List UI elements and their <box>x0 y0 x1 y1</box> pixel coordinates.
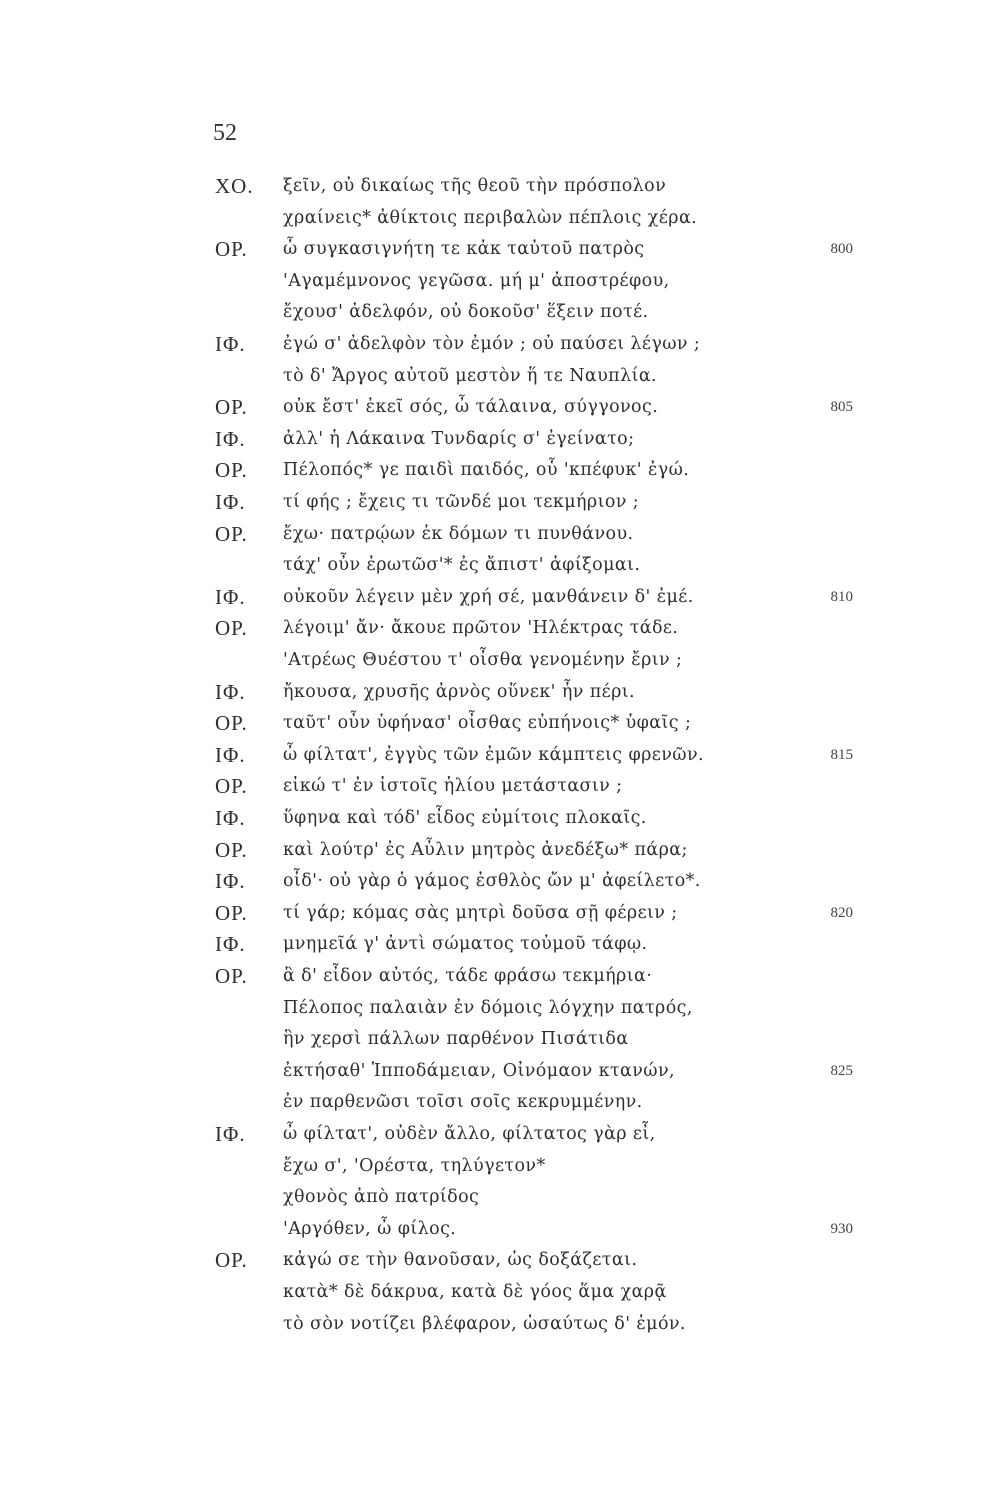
verse-line <box>0 1151 995 1181</box>
verse-line <box>0 866 995 896</box>
verse-text: ἤκουσα, χρυσῆς ἀρνὸς οὕνεκ' ἦν πέρι. <box>283 681 636 702</box>
verse-text: ἐκτήσαθ' Ἱπποδάμειαν, Οἰνόμαον κτανών, <box>283 1060 675 1081</box>
verse-line <box>0 1024 995 1054</box>
verse-text: καὶ λούτρ' ἐς Αὖλιν μητρὸς ἀνεδέξω* πάρα; <box>283 839 688 860</box>
verse-text: τάχ' οὖν ἐρωτῶσ'* ἐς ἄπιστ' ἀφίξομαι. <box>283 555 641 576</box>
verse-text: ἐν παρθενῶσι τοῖσι σοῖς κεκρυμμένην. <box>283 1092 643 1113</box>
speaker-label: ΟΡ. <box>215 711 248 736</box>
verse-line <box>0 297 995 327</box>
speaker-label: ΙΦ. <box>215 332 246 356</box>
verse-line <box>0 1214 995 1244</box>
verse-text: ἣν χερσὶ πάλλων παρθένον Πισάτιδα <box>283 1029 629 1050</box>
verse-line <box>0 550 995 580</box>
verse-text: 'Αγαμέμνονος γεγῶσα. μή μ' ἀποστρέφου, <box>283 270 670 291</box>
verse-text: ταῦτ' οὖν ὑφήνασ' οἶσθας εὐπήνοις* ὑφαῖς ; <box>283 713 692 734</box>
verse-text: εἰκώ τ' ἐν ἱστοῖς ἡλίου μετάστασιν ; <box>283 776 623 797</box>
verse-text: τί γάρ; κόμας σὰς μητρὶ δοῦσα σῇ φέρειν ; <box>283 902 678 923</box>
verse-text: ἐγώ σ' ἀδελφὸν τὸν ἐμόν ; οὐ παύσει λέγων ; <box>283 334 701 354</box>
verse-line <box>0 424 995 454</box>
verse-line <box>0 677 995 707</box>
speaker-label: ΟΡ. <box>215 521 248 546</box>
line-number: 800 <box>830 241 853 258</box>
verse-line <box>0 1182 995 1212</box>
verse-text: οὐκοῦν λέγειν μὲν χρή σέ, μανθάνειν δ' ἐμέ. <box>283 586 694 607</box>
verse-text: κἀγώ σε τὴν θανοῦσαν, ὡς δοξάζεται. <box>283 1250 638 1271</box>
verse-line <box>0 392 995 422</box>
speaker-label: ΟΡ. <box>215 1248 248 1273</box>
verse-text: 'Ατρέως Θυέστου τ' οἶσθα γενομένην ἔριν ; <box>283 650 683 670</box>
verse-text: ἀλλ' ἡ Λάκαινα Τυνδαρίς σ' ἐγείνατο; <box>283 428 635 449</box>
speaker-label: ΟΡ. <box>215 458 248 483</box>
verse-text: ὕφηνα καὶ τόδ' εἶδος εὐμίτοις πλοκαῖς. <box>283 808 647 828</box>
verse-text: λέγοιμ' ἄν· ἄκουε πρῶτον 'Ηλέκτρας τάδε. <box>283 618 679 639</box>
speaker-label: ΙΦ. <box>215 490 246 514</box>
verse-text: ἔχουσ' ἀδελφόν, οὐ δοκοῦσ' ἕξειν ποτέ. <box>283 302 649 323</box>
verse-line <box>0 645 995 675</box>
speaker-label: ΟΡ. <box>215 900 248 925</box>
verse-text: χθονὸς ἀπὸ πατρίδος <box>283 1187 480 1208</box>
verse-line <box>0 519 995 549</box>
verse-line <box>0 203 995 233</box>
speaker-label: ΟΡ. <box>215 964 248 988</box>
verse-text: χραίνεις* ἀθίκτοις περιβαλὼν πέπλοις χέρα. <box>283 207 698 228</box>
speaker-label: ΙΦ. <box>215 1122 246 1146</box>
line-number: 820 <box>830 904 853 921</box>
verse-text: τὸ σὸν νοτίζει βλέφαρον, ὡσαύτως δ' ἐμόν. <box>283 1313 686 1334</box>
line-number: 930 <box>830 1220 853 1237</box>
speaker-label: ΙΦ. <box>215 742 246 767</box>
line-number: 805 <box>830 399 853 416</box>
verse-line <box>0 455 995 485</box>
verse-line <box>0 1277 995 1307</box>
line-number: 815 <box>830 746 853 763</box>
verse-text: τί φής ; ἔχεις τι τῶνδέ μοι τεκμήριον ; <box>283 492 640 512</box>
verse-text: ἃ δ' εἶδον αὐτός, τάδε φράσω τεκμήρια· <box>283 966 653 986</box>
verse-line <box>0 487 995 517</box>
verse-line <box>0 740 995 770</box>
verse-text: Πέλοπός* γε παιδὶ παιδός, οὗ 'κπέφυκ' ἐγώ. <box>283 460 690 481</box>
verse-line <box>0 171 995 201</box>
page-number: 52 <box>213 120 237 146</box>
verse-text: κατὰ* δὲ δάκρυα, κατὰ δὲ γόος ἅμα χαρᾷ <box>283 1282 667 1302</box>
verse-line <box>0 361 995 391</box>
verse-line <box>0 1245 995 1275</box>
speaker-label: ΟΡ. <box>215 616 248 641</box>
verse-text: οὐκ ἔστ' ἐκεῖ σός, ὦ τάλαινα, σύγγονος. <box>283 397 659 418</box>
speaker-label: ΙΦ. <box>215 806 246 830</box>
speaker-label: ΟΡ. <box>215 837 248 862</box>
verse-line <box>0 582 995 612</box>
verse-text: Πέλοπος παλαιὰν ἐν δόμοις λόγχην πατρός, <box>283 997 693 1018</box>
speaker-label: ΟΡ. <box>215 774 248 799</box>
speaker-label: ΙΦ. <box>215 426 246 451</box>
verse-text: ξεῖν, οὐ δικαίως τῆς θεοῦ τὴν πρόσπολον <box>283 176 667 196</box>
speaker-label: ΧΟ. <box>215 174 254 198</box>
verse-text: τὸ δ' Ἄργος αὐτοῦ μεστὸν ἥ τε Ναυπλία. <box>283 365 658 386</box>
speaker-label: ΙΦ. <box>215 932 246 957</box>
speaker-label: ΙΦ. <box>215 869 246 894</box>
verse-line <box>0 1119 995 1149</box>
verse-text: 'Αργόθεν, ὦ φίλος. <box>283 1218 457 1239</box>
verse-line <box>0 898 995 928</box>
verse-line <box>0 771 995 801</box>
verse-line <box>0 708 995 738</box>
verse-text: ὦ φίλτατ', οὐδὲν ἄλλο, φίλτατος γὰρ εἶ, <box>283 1124 656 1144</box>
verse-line <box>0 234 995 264</box>
verse-text: ἔχω σ', 'Ορέστα, τηλύγετον* <box>283 1155 546 1176</box>
speaker-label: ΟΡ. <box>215 237 248 262</box>
verse-line <box>0 929 995 959</box>
verse-line <box>0 613 995 643</box>
verse-text: ἔχω· πατρῴων ἐκ δόμων τι πυνθάνου. <box>283 523 634 544</box>
line-number: 825 <box>830 1062 853 1079</box>
verse-text: οἶδ'· οὐ γὰρ ὁ γάμος ἐσθλὸς ὤν μ' ἀφείλετο*. <box>283 871 701 892</box>
verse-line <box>0 803 995 833</box>
verse-line <box>0 329 995 359</box>
verse-text: μνημεῖά γ' ἀντὶ σώματος τοὐμοῦ τάφῳ. <box>283 934 648 955</box>
verse-line <box>0 993 995 1023</box>
verse-text: ὦ φίλτατ', ἐγγὺς τῶν ἐμῶν κάμπτεις φρενῶν. <box>283 744 704 765</box>
verse-line <box>0 961 995 991</box>
speaker-label: ΙΦ. <box>215 679 246 704</box>
verse-line <box>0 1309 995 1339</box>
verse-line <box>0 266 995 296</box>
verse-line <box>0 1087 995 1117</box>
verse-line <box>0 835 995 865</box>
line-number: 810 <box>830 588 853 605</box>
verse-line <box>0 1056 995 1086</box>
verse-text: ὦ συγκασιγνήτη τε κἀκ ταὐτοῦ πατρὸς <box>283 239 645 260</box>
speaker-label: ΟΡ. <box>215 395 248 420</box>
speaker-label: ΙΦ. <box>215 584 246 609</box>
